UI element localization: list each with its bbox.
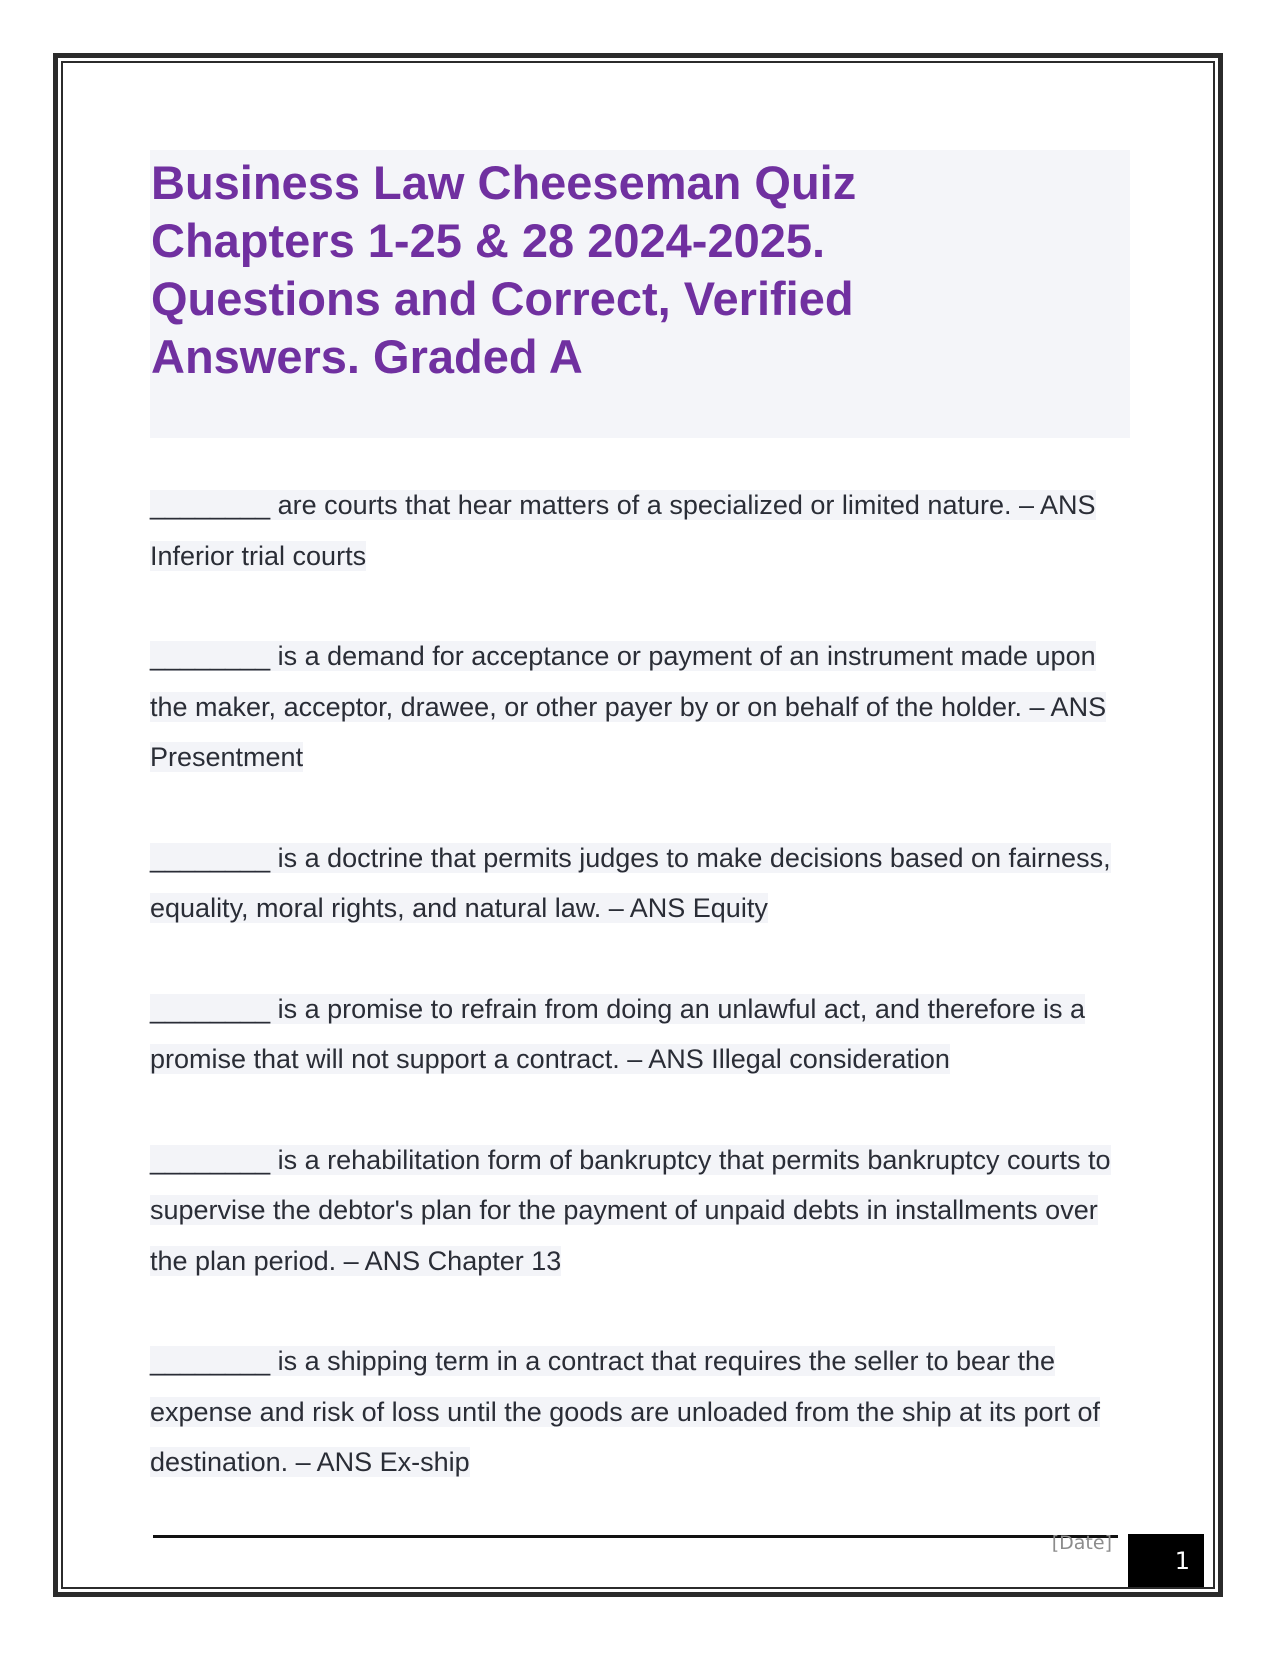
- title-block: [150, 150, 1130, 438]
- question-list: [150, 480, 1130, 1538]
- question-item: [150, 1336, 1130, 1488]
- document-title: Business Law Cheeseman Quiz Chapters 1-25 & 28 2024-2025. Questions and Correct, Verified Answers. Graded A: [151, 156, 857, 383]
- question-item: [150, 480, 1130, 581]
- page-number: 1: [1128, 1534, 1204, 1587]
- question-text: ________ are courts that hear matters of a specialized or limited nature. – ANS Inferior trial courts: [150, 490, 1096, 571]
- question-text: ________ is a doctrine that permits judges to make decisions based on fairness, equality, moral rights, and natural law. – ANS Equity: [150, 842, 1111, 923]
- question-item: [150, 631, 1130, 783]
- footer-date: [Date]: [1051, 1532, 1112, 1554]
- question-text: ________ is a promise to refrain from doing an unlawful act, and therefore is a promise that will not support a contract. – ANS Illegal consideration: [150, 993, 1086, 1074]
- question-text: ________ is a demand for acceptance or payment of an instrument made upon the maker, acceptor, drawee, or other payer by or on behalf of the holder. – ANS Presentment: [150, 641, 1107, 772]
- question-item: [150, 984, 1130, 1085]
- question-text: ________ is a shipping term in a contract that requires the seller to bear the expense and risk of loss until the goods are unloaded from the ship at its port of destination. – ANS Ex-ship: [150, 1346, 1101, 1477]
- question-item: [150, 833, 1130, 934]
- question-text: ________ is a rehabilitation form of bankruptcy that permits bankruptcy courts to supervise the debtor's plan for the payment of unpaid debts in installments over the plan period. – ANS Chapter 13: [150, 1144, 1111, 1276]
- footer-divider: [153, 1535, 1118, 1538]
- question-item: [150, 1135, 1130, 1287]
